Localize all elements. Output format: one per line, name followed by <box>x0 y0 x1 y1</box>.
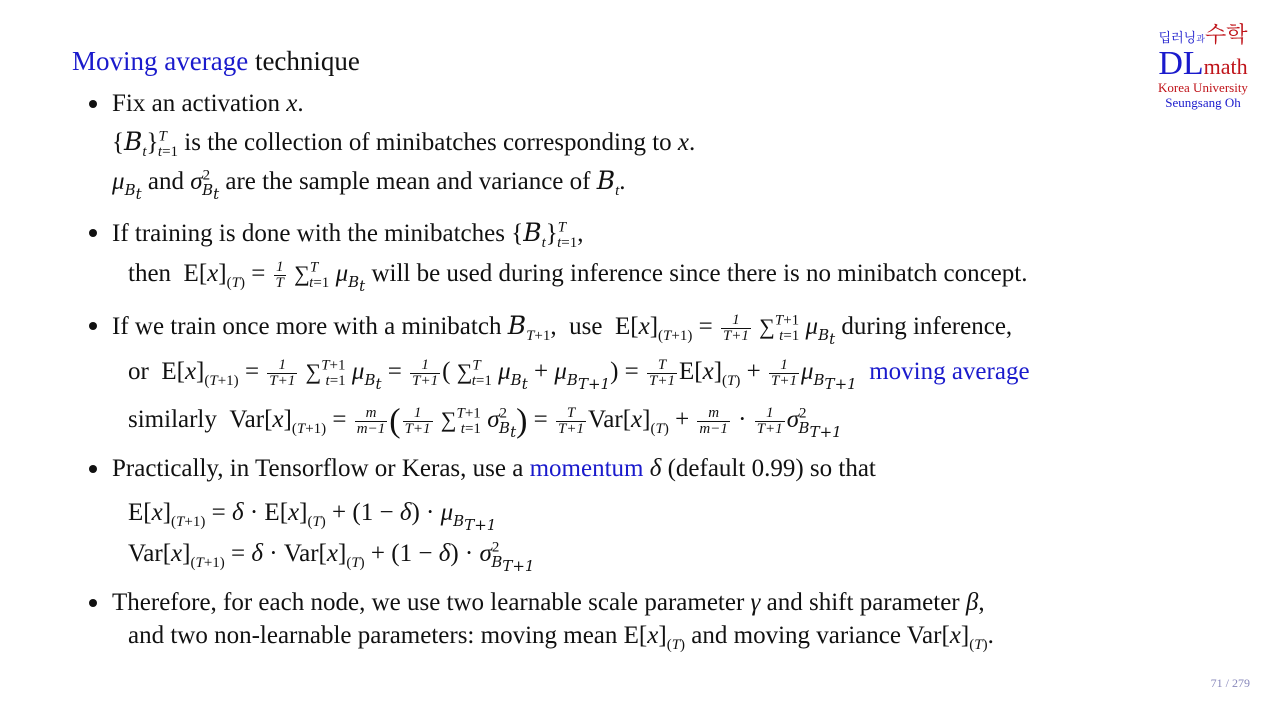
logo-dlmath: DLmath <box>1158 45 1248 82</box>
title-rest: technique <box>248 46 360 76</box>
bullet-marker <box>89 100 97 108</box>
logo <box>1148 18 1258 111</box>
logo-korean: 딥러닝과수학 <box>1158 22 1248 47</box>
bullet-3-line-3: similarly $Var[x]_{(T+1)}$ = $\frac{m}{m-1}$ ( $\frac{1}{T+1}$ ∑$^{T+1}_{t=1}$ $\sigma^2_{B_t}$) = $\frac{T}{T+1}$ $Var[x]_{(T)}$ + $\frac{m}{m-1}$ · $\frac{1}{T+1}$ $\sigma^2_{B_{T+1}}$ <box>128 402 842 441</box>
bullet-2-line-2: then $E[x]_{(T)}$ = $\frac{1}{T}$ ∑$^T_{t=1}$ $\mu_{B_t}$ will be used during inference since there is no minibatch concept. <box>128 258 1028 295</box>
logo-author: Seungsang Oh <box>1165 95 1241 110</box>
bullet-4-line-3: $Var[x]_{(T+1)} = \delta \cdot Var[x]_{(T)} + (1 - \delta) \cdot \sigma^2_{B_{T+1}}$ <box>128 539 535 575</box>
bullet-2-line-1: If training is done with the minibatches $\{B_t\}^T_{t=1}$, <box>112 218 584 251</box>
bullet-4-line-2: $E[x]_{(T+1)} = \delta \cdot E[x]_{(T)} + (1 - \delta) \cdot \mu_{B_{T+1}}$ <box>128 499 497 534</box>
title-highlight: Moving average <box>72 46 249 76</box>
momentum-highlight: momentum <box>529 455 644 482</box>
logo-university: Korea University <box>1158 80 1248 95</box>
bullet-3-line-2: or $E[x]_{(T+1)}$ = $\frac{1}{T+1}$ ∑$^{T+1}_{t=1}$ $\mu_{B_t}$ = $\frac{1}{T+1}$ ( ∑$^T_{t=1}$ $\mu_{B_t} + \mu_{B_{T+1}}$) = $\frac{T}{T+1}$ $E[x]_{(T)}$ + $\frac{1}{T+1}$ $\mu_{B_{T+1}}$ moving average <box>128 356 1030 393</box>
bullet-1-line-2: $\{B_t\}^T_{t=1}$ is the collection of minibatches corresponding to x. <box>112 127 696 160</box>
bullet-marker <box>89 229 97 237</box>
bullet-3-line-1: If we train once more with a minibatch $B_{T+1}$, use $E[x]_{(T+1)}$ = $\frac{1}{T+1}$ ∑$^{T+1}_{t=1}$ $\mu_{B_t}$ during inference, <box>112 311 1013 348</box>
bullet-marker <box>89 322 97 330</box>
bullet-1-line-3: $\mu_{B_t}$ and $\sigma^2_{B_t}$ are the sample mean and variance of $B_t$. <box>112 166 626 203</box>
bullet-marker <box>89 465 97 473</box>
bullet-5-line-1: Therefore, for each node, we use two learnable scale parameter γ and shift parameter β, <box>112 589 985 616</box>
page-number: 71 / 279 <box>1210 676 1250 690</box>
bullet-4-line-1: Practically, in Tensorflow or Keras, use a momentum δ (default 0.99) so that <box>112 455 876 482</box>
slide-title <box>72 44 360 78</box>
bullet-1-line-1: Fix an activation x. <box>112 90 304 117</box>
moving-average-highlight: moving average <box>869 358 1030 385</box>
bullet-5-line-2: and two non-learnable parameters: moving mean $E[x]_{(T)}$ and moving variance $Var[x]_{(T)}$. <box>128 622 994 653</box>
bullet-marker <box>89 599 97 607</box>
